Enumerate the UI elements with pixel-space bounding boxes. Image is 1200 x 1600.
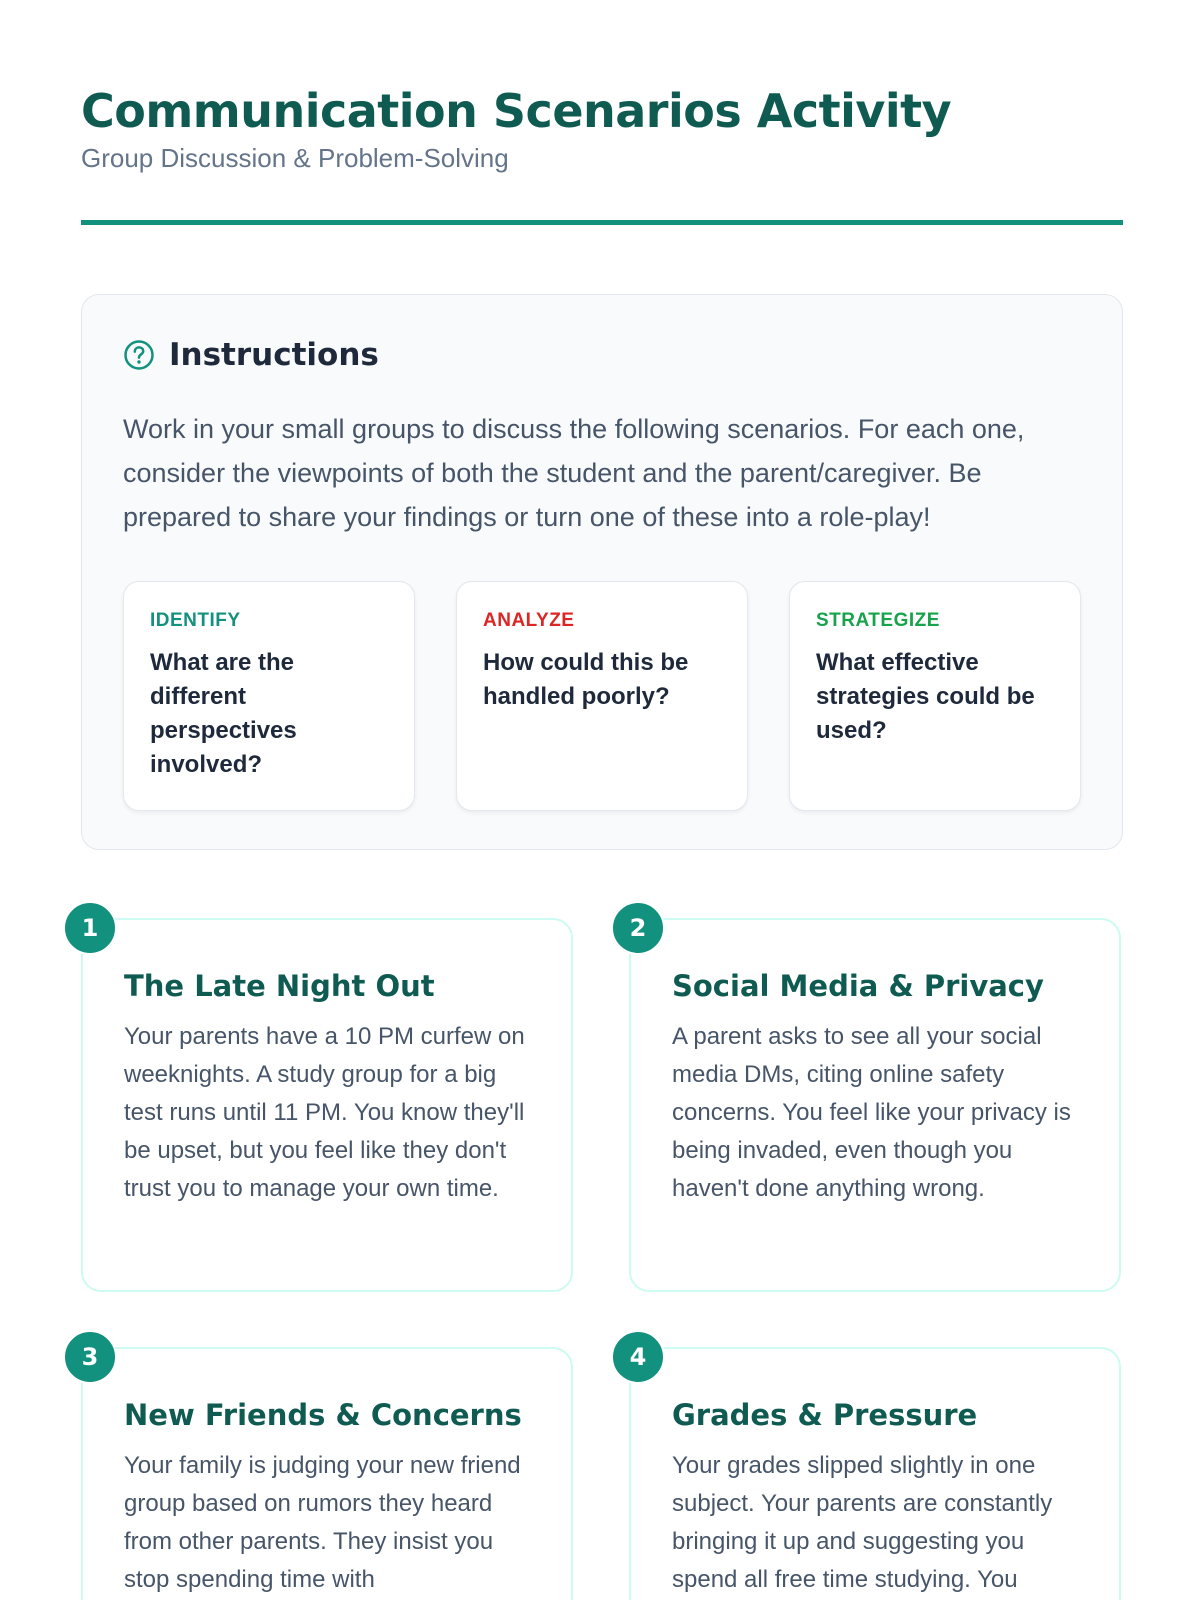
step-label: STRATEGIZE (816, 610, 940, 631)
scenario-card-2 (629, 918, 1121, 1292)
scenario-title: The Late Night Out (124, 969, 435, 1003)
page-title: Communication Scenarios Activity (81, 84, 952, 138)
step-label: ANALYZE (483, 610, 575, 631)
step-card-strategize (789, 581, 1081, 811)
step-label: IDENTIFY (150, 610, 241, 631)
scenario-title: Grades & Pressure (672, 1398, 978, 1432)
step-text: What are the different perspectives involved? (150, 649, 297, 778)
step-card-analyze (456, 581, 748, 811)
scenario-card-4 (629, 1347, 1121, 1600)
step-text: What effective strategies could be used? (816, 649, 1035, 744)
scenario-text: A parent asks to see all your social media DMs, citing online safety concerns. You feel like your privacy is being invaded, even though you haven't done anything wrong. (672, 1023, 1071, 1202)
scenario-title: New Friends & Concerns (124, 1398, 522, 1432)
step-text: How could this be handled poorly? (483, 649, 689, 710)
page-header (81, 84, 1123, 174)
scenario-number-badge: 2 (611, 901, 665, 955)
page-subtitle: Group Discussion & Problem-Solving (81, 143, 509, 173)
step-card-identify (123, 581, 415, 811)
instructions-title: Instructions (169, 337, 379, 373)
scenario-text: Your family is judging your new friend group based on rumors they heard from other parents. They insist you stop spending time with (124, 1452, 521, 1593)
scenario-number-badge: 4 (611, 1330, 665, 1384)
scenario-number-badge: 1 (63, 901, 117, 955)
scenario-text: Your grades slipped slightly in one subject. Your parents are constantly bringing it up and suggesting you spend all free time studying. You (672, 1452, 1053, 1593)
instructions-panel (81, 294, 1123, 850)
scenario-title: Social Media & Privacy (672, 969, 1044, 1003)
instructions-heading (123, 337, 379, 373)
scenario-card-1 (81, 918, 573, 1292)
question-circle-icon (123, 339, 155, 371)
scenario-text: Your parents have a 10 PM curfew on weeknights. A study group for a big test runs until 11 PM. You know they'll be upset, but you feel like they don't trust you to manage your own time. (124, 1023, 525, 1202)
scenario-card-3 (81, 1347, 573, 1600)
scenario-number-badge: 3 (63, 1330, 117, 1384)
instructions-text: Work in your small groups to discuss the following scenarios. For each one, consider the viewpoints of both the student and the parent/caregiver. Be prepared to share your findings or turn one of these into a role-play! (123, 414, 1025, 532)
header-divider (81, 220, 1123, 225)
